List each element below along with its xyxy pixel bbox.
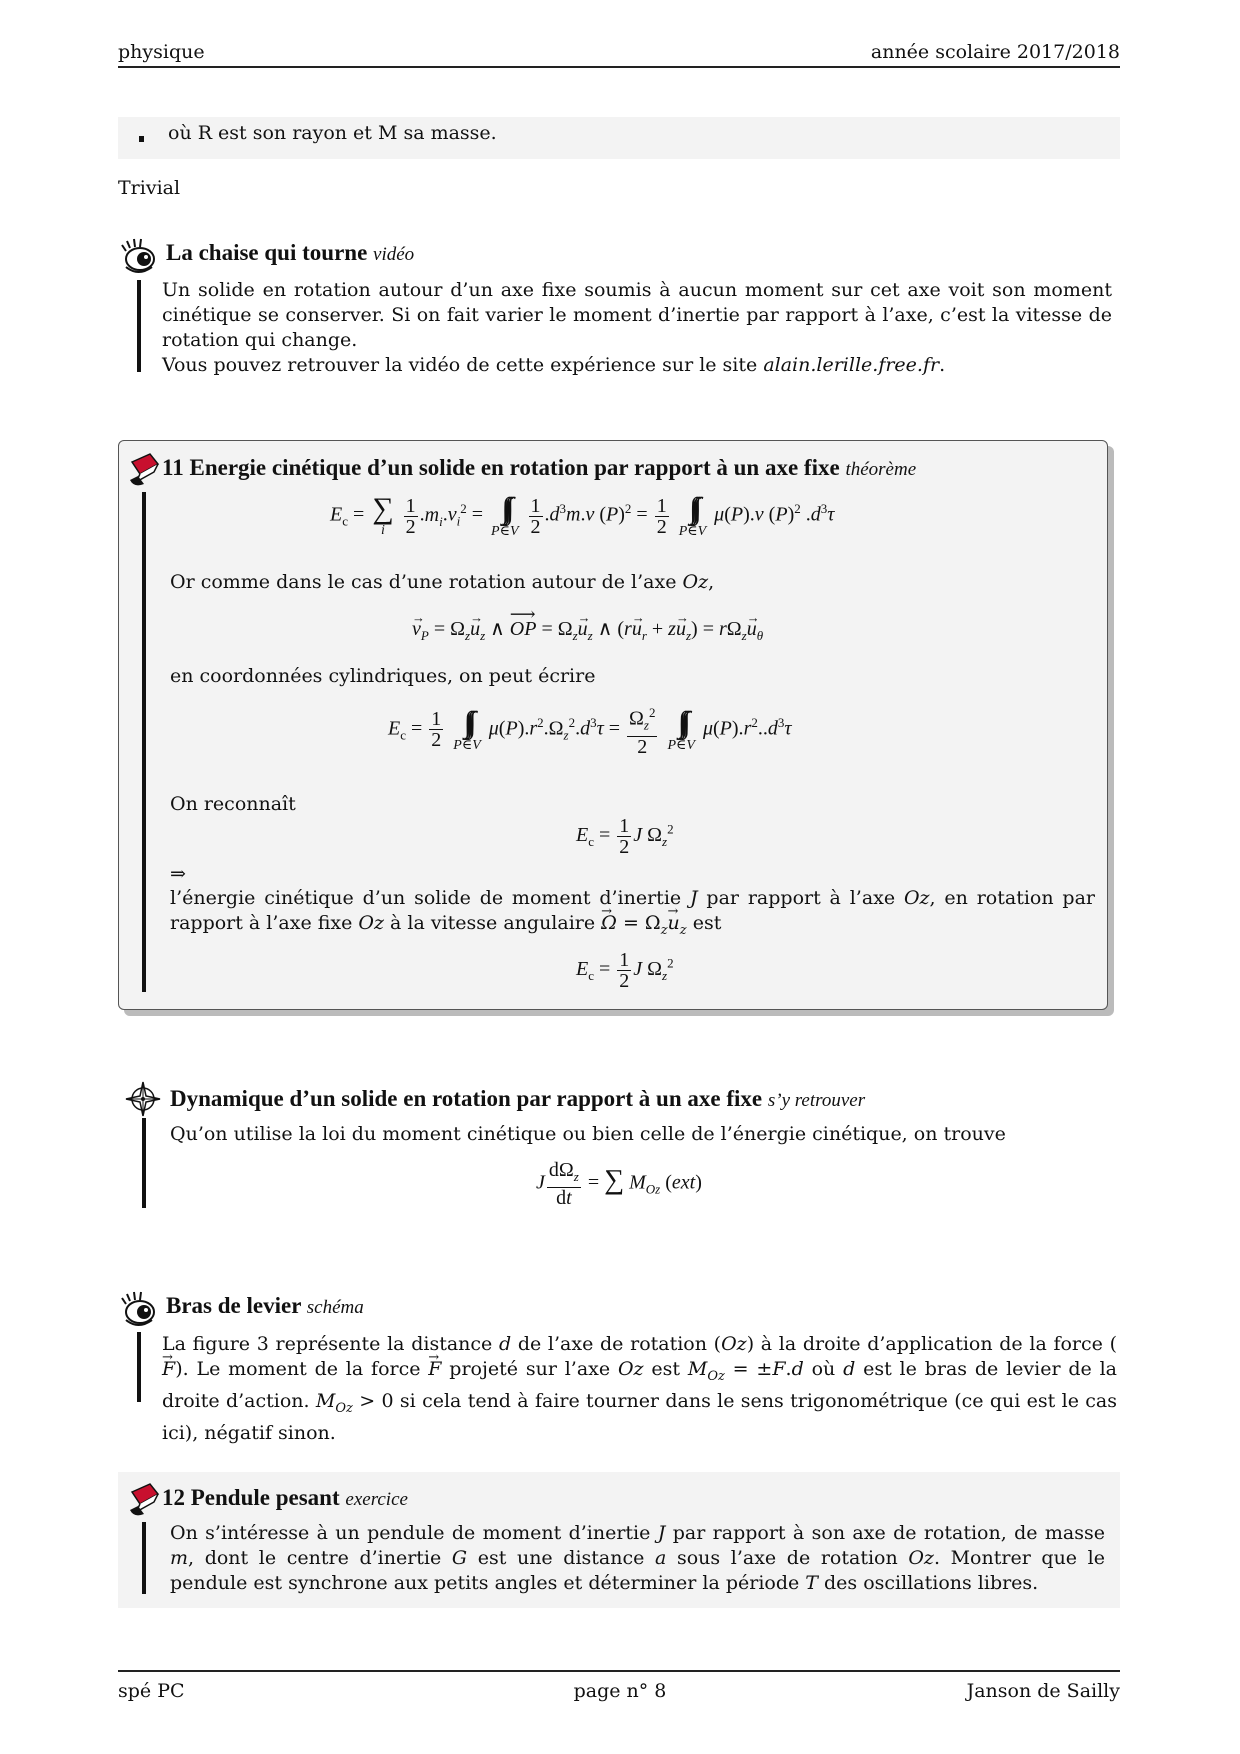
bras-i: si cela tend à faire tourner dans le sens trigonométrique (ce qui est le cas ici), négatif sinon. xyxy=(162,1389,1118,1444)
chaise-paragraph-2 xyxy=(162,353,1112,378)
theorem-title: Energie cinétique d’un solide en rotation par rapport à un axe fixe xyxy=(189,455,840,480)
bras-f: est xyxy=(643,1358,688,1380)
exercise-paragraph: On s’intéresse à un pendule de moment d’inertie J par rapport à son axe de rotation, de masse m, dont le centre d’inertie G est une distance a sous l’axe de rotation Oz. Montrer que le pendule est synchrone aux petits angles et déterminer la période T des oscillations libres. xyxy=(170,1522,1105,1594)
section-title-dynamique xyxy=(170,1086,865,1113)
chaise-tag: vidéo xyxy=(373,244,415,265)
t4e: est xyxy=(686,912,722,934)
section-title-bras xyxy=(166,1293,364,1320)
top-box xyxy=(118,117,1120,159)
implies-arrow: ⇒ xyxy=(170,863,186,885)
bras-title: Bras de levier xyxy=(166,1293,301,1318)
eye-icon xyxy=(120,1290,158,1332)
top-box-text: où R est son rayon et M sa masse. xyxy=(168,122,497,144)
chaise-p2-pre: Vous pouvez retrouver la vidéo de cette expérience sur le site xyxy=(162,354,764,376)
t4b: par rapport à l’axe xyxy=(697,887,904,909)
section-title-chaise xyxy=(166,240,414,267)
bras-g: où xyxy=(803,1358,844,1380)
theorem-sidebar xyxy=(142,492,146,992)
theorem-tag: théorème xyxy=(845,459,917,480)
equation-kinetic-J-result: $E_c$ = $\frac{1}{2}$ J $\Omega_z^2$ xyxy=(576,949,674,992)
ex-g: des oscillations libres. xyxy=(817,1572,1039,1594)
exercise-title: Pendule pesant xyxy=(190,1485,340,1510)
footer-right: Janson de Sailly xyxy=(966,1680,1120,1702)
exercise-number: 12 xyxy=(162,1485,185,1510)
theorem-number: 11 xyxy=(162,455,184,480)
bras-e: projeté sur l’axe xyxy=(441,1358,618,1380)
bras-paragraph: La figure 3 représente la distance d de l’axe de rotation (Oz) à la droite d’application de la force (→ F). Le moment de la force → F projeté sur l’axe Oz est $M_{Oz} = \pm F.d$ où d est le bras de levier de la droite d’action. $M_{Oz} > 0$ si cela tend à faire tourner dans le sens trigonométrique (ce qui est le cas ici), négatif sinon. xyxy=(162,1332,1117,1446)
equation-kinetic-J: $E_c$ = $\frac{1}{2}$ J $\Omega_z^2$ xyxy=(576,815,674,858)
dynamique-title: Dynamique d’un solide en rotation par rapport à un axe fixe xyxy=(170,1086,763,1111)
book-icon xyxy=(126,450,162,490)
bras-c: ) à la droite d’application de la force ( xyxy=(746,1333,1118,1355)
bras-a: La figure 3 représente la distance xyxy=(162,1333,499,1355)
section-title-11 xyxy=(162,455,916,482)
theorem-text-3: On reconnaît xyxy=(170,793,296,815)
theorem-text-2: en coordonnées cylindriques, on peut écrire xyxy=(170,665,596,687)
theorem-text-1-end: , xyxy=(708,571,715,593)
chaise-p2-post: . xyxy=(939,354,946,376)
ex-f: . Montrer que le pendule est synchrone aux petits angles et déterminer la période xyxy=(170,1547,1105,1594)
chaise-sidebar xyxy=(137,280,141,372)
bras-h: est le bras de levier de la droite d’action. xyxy=(162,1358,1117,1412)
footer-center: page n° 8 xyxy=(573,1680,667,1702)
compass-rose-icon xyxy=(124,1080,162,1118)
chaise-paragraph-1: Un solide en rotation autour d’un axe fixe soumis à aucun moment sur cet axe voit son moment cinétique se conserver. Si on fait varier le moment d’inertie par rapport à l’axe, c’est la vitesse de rotation qui change. xyxy=(162,279,1112,351)
dynamique-sidebar xyxy=(142,1118,146,1208)
bras-b: de l’axe de rotation ( xyxy=(511,1333,722,1355)
equation-kinetic-cylindrical: $E_c$ = $\frac{1}{2}$ ∫∫∫ P∈V $\mu(P).r^2.\Omega_z^2.d^3\tau$ = $\frac{\Omega_z^2}{2}$ ∫∫∫ P∈V $\mu(P).r^2..d^3\tau$ xyxy=(388,705,792,758)
bras-d: ). Le moment de la force xyxy=(175,1358,429,1380)
header-right: année scolaire 2017/2018 xyxy=(870,41,1120,63)
equation-kinetic-sum: $E_c$ = ∑ i $\frac{1}{2}$ $.m_i.v_i^2$ = ∫∫∫ P∈V $\frac{1}{2}$ $.d^3m.v$ $(P)^2$ = $\frac{1}{2}$ ∫∫∫ P∈V μ(P).v $(P)^2$ $.d^3\tau$ xyxy=(330,492,835,539)
equation-velocity: → $v_P = \Omega_z\to u_z$ ∧ ⟶ OP = $\Omega_z\to u_z$ ∧ $(r\to u_r + z\to u_z) = r\Omega_z\to u_\theta$ xyxy=(412,617,763,648)
chaise-site-link[interactable]: alain.lerille.free.fr xyxy=(763,354,940,376)
ex-e: sous l’axe de rotation xyxy=(666,1547,909,1569)
equation-dynamics: J $\frac{d\Omega_z}{dt}$ = ∑ $M_{Oz}$ (ext) xyxy=(536,1159,702,1209)
dynamique-text: Qu’on utilise la loi du moment cinétique ou bien celle de l’énergie cinétique, on trouve xyxy=(170,1123,1006,1145)
trivial-text: Trivial xyxy=(118,177,181,199)
exercise-tag: exercice xyxy=(345,1489,408,1510)
t4a: l’énergie cinétique d’un solide de moment d’inertie xyxy=(170,887,690,909)
theorem-text-1-math: Oz xyxy=(682,571,709,593)
t4c: , en rotation par rapport à l’axe fixe xyxy=(170,887,1095,934)
theorem-text-1 xyxy=(170,570,714,595)
ex-b: par rapport à son axe de rotation, de masse xyxy=(665,1522,1105,1544)
header-rule xyxy=(118,66,1120,68)
bullet-mark xyxy=(139,136,144,142)
footer-rule xyxy=(118,1670,1120,1672)
exercise-sidebar xyxy=(142,1522,146,1594)
t4d: à la vitesse angulaire xyxy=(384,912,602,934)
theorem-text-1-a: Or comme dans le cas d’une rotation autour de l’axe xyxy=(170,571,683,593)
ex-a: On s’intéresse à un pendule de moment d’inertie xyxy=(170,1522,658,1544)
ex-c: , dont le centre d’inertie xyxy=(188,1547,452,1569)
footer-left: spé PC xyxy=(118,1680,185,1702)
bras-sidebar xyxy=(137,1332,141,1402)
theorem-text-4: l’énergie cinétique d’un solide de moment d’inertie J par rapport à l’axe Oz, en rotation par rapport à l’axe fixe Oz à la vitesse angulaire → $\Omega = \Omega_z\to u_z$ est xyxy=(170,886,1095,943)
chaise-title: La chaise qui tourne xyxy=(166,240,368,265)
bras-tag: schéma xyxy=(306,1297,364,1318)
book-icon xyxy=(126,1480,162,1520)
ex-d: est une distance xyxy=(467,1547,656,1569)
eye-icon xyxy=(120,237,158,279)
section-title-12 xyxy=(162,1485,408,1512)
header-left: physique xyxy=(118,41,205,63)
dynamique-tag: s’y retrouver xyxy=(767,1090,866,1111)
